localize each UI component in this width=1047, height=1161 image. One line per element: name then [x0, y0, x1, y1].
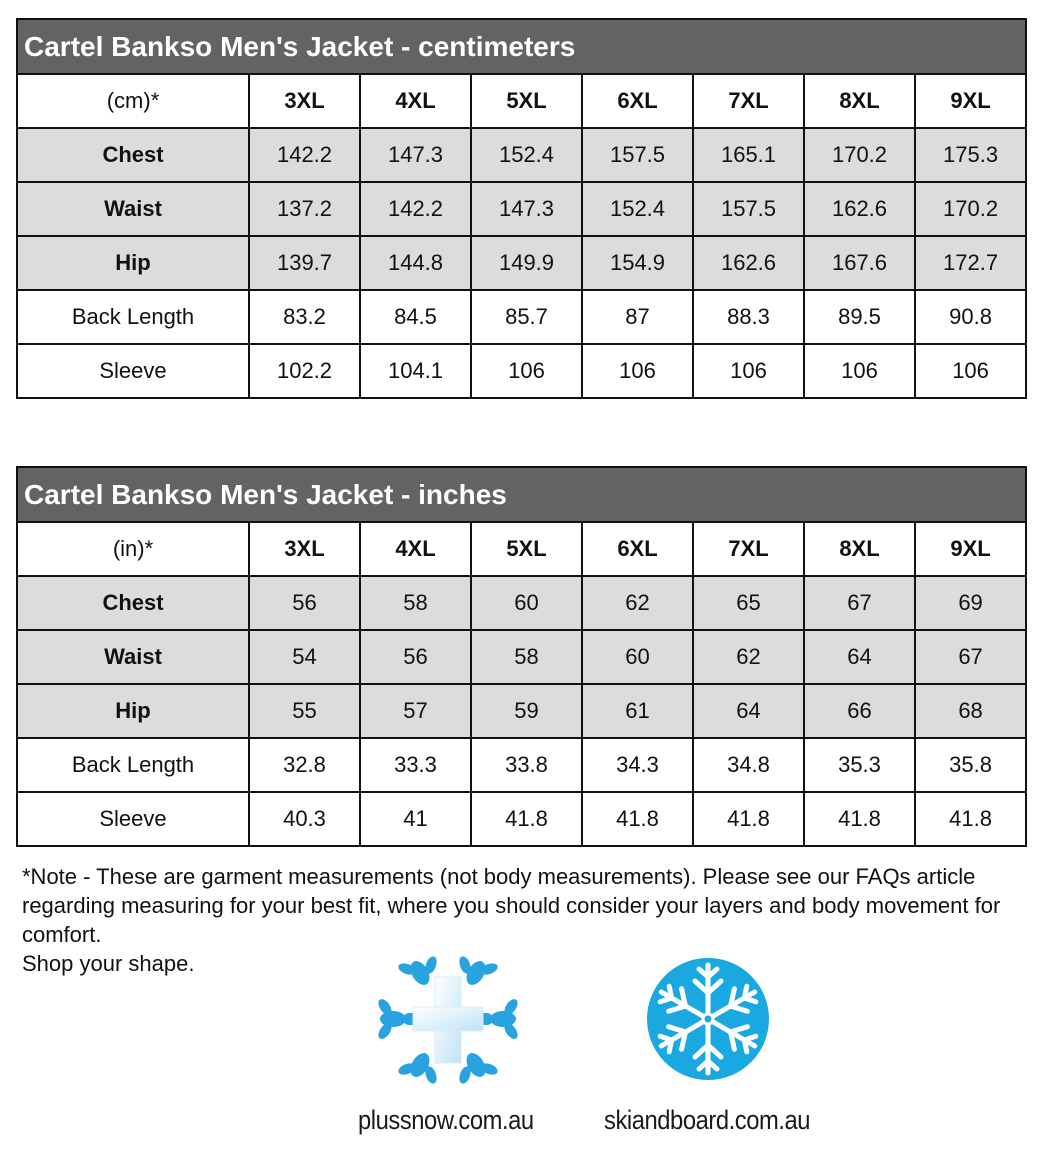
table-cell: 83.2	[249, 290, 360, 344]
table-row-sleeve	[17, 792, 1026, 846]
table-cell: 33.8	[471, 738, 582, 792]
table-row-chest	[17, 128, 1026, 182]
table-row-hip	[17, 236, 1026, 290]
table-title: Cartel Bankso Men's Jacket - centimeters	[17, 19, 1026, 74]
table-row-chest	[17, 576, 1026, 630]
table-cell: 62	[693, 630, 804, 684]
size-header-row	[17, 522, 1026, 576]
table-cell: 64	[693, 684, 804, 738]
table-cell: 106	[582, 344, 693, 398]
unit-label: (cm)*	[17, 74, 249, 128]
table-cell: 56	[249, 576, 360, 630]
row-label: Sleeve	[17, 344, 249, 398]
table-cell: 56	[360, 630, 471, 684]
table-cell: 170.2	[804, 128, 915, 182]
table-cell: 137.2	[249, 182, 360, 236]
table-cell: 57	[360, 684, 471, 738]
table-cell: 152.4	[471, 128, 582, 182]
size-header: 9XL	[915, 74, 1026, 128]
table-cell: 41.8	[804, 792, 915, 846]
table-cell: 139.7	[249, 236, 360, 290]
size-header: 5XL	[471, 74, 582, 128]
table-cell: 67	[915, 630, 1026, 684]
table-cell: 106	[915, 344, 1026, 398]
table-cell: 41.8	[915, 792, 1026, 846]
table-cell: 147.3	[360, 128, 471, 182]
size-header: 5XL	[471, 522, 582, 576]
table-cell: 165.1	[693, 128, 804, 182]
table-cell: 104.1	[360, 344, 471, 398]
table-cell: 66	[804, 684, 915, 738]
table-cell: 32.8	[249, 738, 360, 792]
table-cell: 33.3	[360, 738, 471, 792]
snowflake-plus-logo-icon	[373, 955, 523, 1085]
table-cell: 41	[360, 792, 471, 846]
table-cell: 154.9	[582, 236, 693, 290]
table-row-sleeve	[17, 344, 1026, 398]
table-title: Cartel Bankso Men's Jacket - inches	[17, 467, 1026, 522]
row-label: Waist	[17, 182, 249, 236]
table-cell: 162.6	[693, 236, 804, 290]
size-header: 8XL	[804, 74, 915, 128]
table-cell: 87	[582, 290, 693, 344]
table-cell: 34.8	[693, 738, 804, 792]
plussnow-brand-name: plussnow.com.au	[358, 1105, 534, 1135]
table-row-back-length	[17, 290, 1026, 344]
table-cell: 58	[471, 630, 582, 684]
table-cell: 88.3	[693, 290, 804, 344]
table-cell: 40.3	[249, 792, 360, 846]
table-cell: 41.8	[693, 792, 804, 846]
row-label: Hip	[17, 236, 249, 290]
size-header-row	[17, 74, 1026, 128]
table-cell: 64	[804, 630, 915, 684]
skiandboard-brand-name: skiandboard.com.au	[604, 1105, 811, 1135]
table-cell: 68	[915, 684, 1026, 738]
table-cell: 144.8	[360, 236, 471, 290]
snowflake-circle-logo-icon	[643, 955, 773, 1085]
table-cell: 162.6	[804, 182, 915, 236]
table-cell: 170.2	[915, 182, 1026, 236]
row-label: Waist	[17, 630, 249, 684]
table-row-waist	[17, 630, 1026, 684]
table-cell: 106	[804, 344, 915, 398]
table-cell: 62	[582, 576, 693, 630]
size-header: 3XL	[249, 522, 360, 576]
table-cell: 84.5	[360, 290, 471, 344]
table-cell: 65	[693, 576, 804, 630]
table-cell: 89.5	[804, 290, 915, 344]
row-label: Sleeve	[17, 792, 249, 846]
table-cell: 102.2	[249, 344, 360, 398]
size-table-centimeters	[16, 18, 1027, 399]
size-header: 8XL	[804, 522, 915, 576]
table-cell: 142.2	[249, 128, 360, 182]
size-header: 6XL	[582, 74, 693, 128]
table-cell: 60	[582, 630, 693, 684]
table-cell: 69	[915, 576, 1026, 630]
plussnow-logo	[328, 955, 568, 1085]
table-cell: 35.3	[804, 738, 915, 792]
table-cell: 58	[360, 576, 471, 630]
row-label: Chest	[17, 128, 249, 182]
table-cell: 41.8	[582, 792, 693, 846]
size-header: 3XL	[249, 74, 360, 128]
size-header: 6XL	[582, 522, 693, 576]
table-row-back-length	[17, 738, 1026, 792]
table-cell: 157.5	[582, 128, 693, 182]
table-cell: 41.8	[471, 792, 582, 846]
table-cell: 175.3	[915, 128, 1026, 182]
table-cell: 34.3	[582, 738, 693, 792]
row-label: Hip	[17, 684, 249, 738]
table-row-hip	[17, 684, 1026, 738]
table-cell: 106	[693, 344, 804, 398]
table-cell: 35.8	[915, 738, 1026, 792]
table-cell: 90.8	[915, 290, 1026, 344]
row-label: Chest	[17, 576, 249, 630]
note-text: *Note - These are garment measurements (not body measurements). Please see our FAQs article regarding measuring for your best fit, where you should consider your layers and body movement for comfort.	[22, 864, 1001, 947]
size-table-inches	[16, 466, 1027, 847]
size-header: 7XL	[693, 74, 804, 128]
table-cell: 172.7	[915, 236, 1026, 290]
table-title-row	[17, 467, 1026, 522]
table-cell: 147.3	[471, 182, 582, 236]
table-cell: 54	[249, 630, 360, 684]
table-cell: 149.9	[471, 236, 582, 290]
table-cell: 61	[582, 684, 693, 738]
table-cell: 60	[471, 576, 582, 630]
table-cell: 55	[249, 684, 360, 738]
size-header: 4XL	[360, 522, 471, 576]
table-cell: 106	[471, 344, 582, 398]
table-cell: 167.6	[804, 236, 915, 290]
skiandboard-logo	[588, 955, 828, 1085]
shop-your-shape-text: Shop your shape.	[22, 951, 195, 976]
table-cell: 157.5	[693, 182, 804, 236]
row-label: Back Length	[17, 738, 249, 792]
table-cell: 152.4	[582, 182, 693, 236]
unit-label: (in)*	[17, 522, 249, 576]
size-header: 9XL	[915, 522, 1026, 576]
table-row-waist	[17, 182, 1026, 236]
table-cell: 85.7	[471, 290, 582, 344]
table-cell: 142.2	[360, 182, 471, 236]
table-title-row	[17, 19, 1026, 74]
size-header: 4XL	[360, 74, 471, 128]
table-cell: 67	[804, 576, 915, 630]
table-cell: 59	[471, 684, 582, 738]
size-header: 7XL	[693, 522, 804, 576]
row-label: Back Length	[17, 290, 249, 344]
